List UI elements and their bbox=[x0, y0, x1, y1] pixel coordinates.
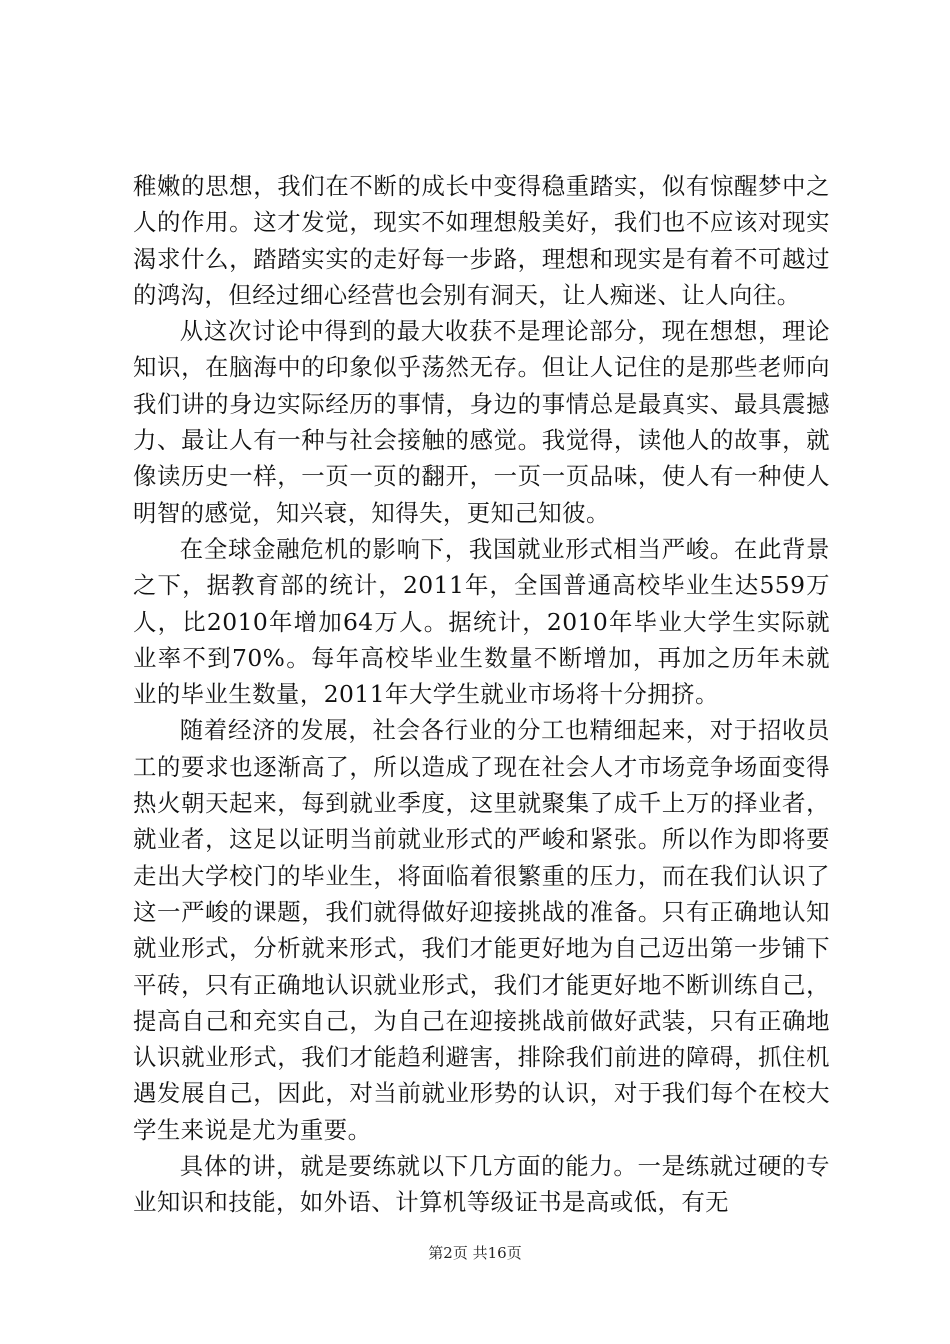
paragraph-4: 随着经济的发展，社会各行业的分工也精细起来，对于招收员工的要求也逐渐高了，所以造成了现在社会人才市场竞争场面变得热火朝天起来，每到就业季度，这里就聚集了成千上万的择业者，就业者，这足以证明当前就业形式的严峻和紧张。所以作为即将要走出大学校门的毕业生，将面临着很繁重的压力，而在我们认识了这一严峻的课题，我们就得做好迎接挑战的准备。只有正确地认知就业形式，分析就来形式，我们才能更好地为自己迈出第一步铺下平砖，只有正确地认识就业形式，我们才能更好地不断训练自己，提高自己和充实自己，为自己在迎接挑战前做好武装，只有正确地认识就业形式，我们才能趋利避害，排除我们前进的障碍，抓住机遇发展自己，因此，对当前就业形势的认识，对于我们每个在校大学生来说是尤为重要。 bbox=[133, 716, 830, 1144]
paragraph-3: 在全球金融危机的影响下，我国就业形式相当严峻。在此背景之下，据教育部的统计，2011年，全国普通高校毕业生达559万人，比2010年增加64万人。据统计，2010年毕业大学生实际就业率不到70%。每年高校毕业生数量不断增加，再加之历年未就业的毕业生数量，2011年大学生就业市场将十分拥挤。 bbox=[133, 534, 830, 709]
paragraph-1: 稚嫩的思想，我们在不断的成长中变得稳重踏实，似有惊醒梦中之人的作用。这才发觉，现实不如理想般美好，我们也不应该对现实渴求什么，踏踏实实的走好每一步路，理想和现实是有着不可越过的鸿沟，但经过细心经营也会别有洞天，让人痴迷、让人向往。 bbox=[133, 172, 830, 309]
paragraph-5: 具体的讲，就是要练就以下几方面的能力。一是练就过硬的专业知识和技能，如外语、计算机等级证书是高或低，有无 bbox=[133, 1152, 830, 1217]
paragraph-2: 从这次讨论中得到的最大收获不是理论部分，现在想想，理论知识，在脑海中的印象似乎荡然无存。但让人记住的是那些老师向我们讲的身边实际经历的事情，身边的事情总是最真实、最具震撼力、最让人有一种与社会接触的感觉。我觉得，读他人的故事，就像读历史一样，一页一页的翻开，一页一页品味，使人有一种使人明智的感觉，知兴衰，知得失，更知己知彼。 bbox=[133, 317, 830, 527]
document-body bbox=[133, 168, 830, 1221]
page-number-footer: 第2页 共16页 bbox=[428, 1244, 522, 1262]
